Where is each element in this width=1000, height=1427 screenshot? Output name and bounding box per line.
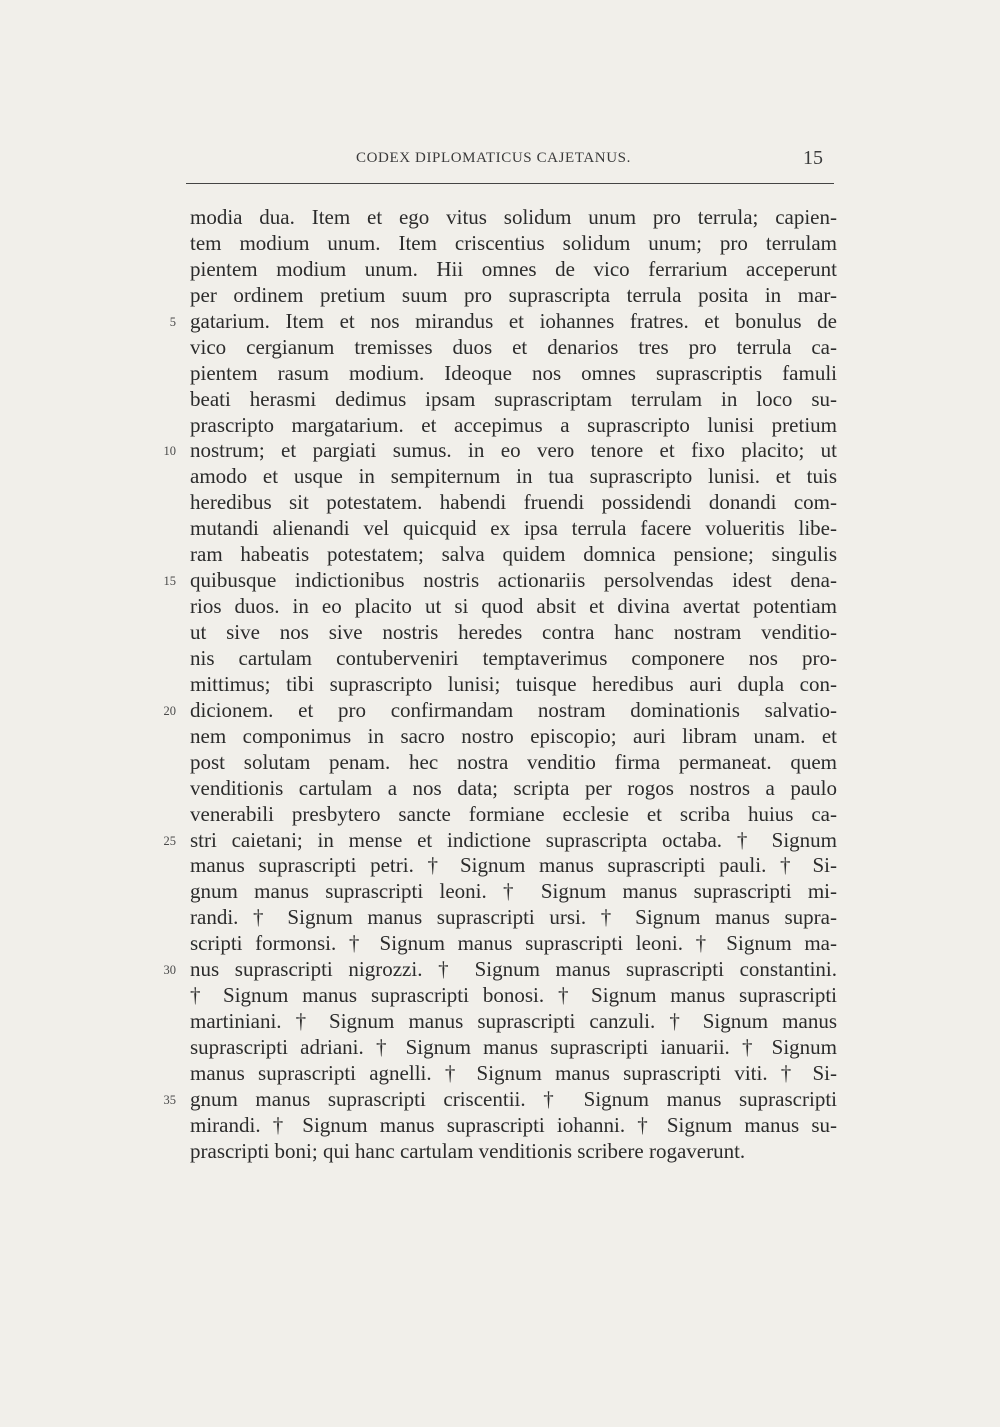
line-text: prascripto margatarium. et accepimus a suprascripto lunisi pretium — [190, 412, 837, 437]
text-line — [190, 672, 837, 698]
line-text: per ordinem pretium suum pro suprascripta terrula posita in mar- — [190, 282, 837, 307]
text-line — [190, 853, 837, 879]
text-line — [163, 697, 837, 724]
line-text: mittimus; tibi suprascripto lunisi; tuisque heredibus auri dupla con- — [190, 671, 837, 696]
text-line — [190, 490, 837, 516]
text-line — [169, 308, 837, 335]
text-line — [163, 438, 837, 464]
line-text: nostrum; et pargiati sumus. in eo vero tenore et fixo placito; ut — [190, 438, 837, 463]
line-text: randi. † Signum manus suprascripti ursi. † Signum manus supra- — [190, 905, 837, 930]
line-number: 15 — [163, 574, 176, 589]
text-line — [190, 464, 837, 490]
line-text: mutandi alienandi vel quicquid ex ipsa terrula facere volueritis libe- — [190, 516, 837, 541]
text-line — [190, 1139, 837, 1165]
text-line — [163, 827, 837, 854]
line-text: heredibus sit potestatem. habendi fruendi possidendi donandi com- — [190, 490, 837, 515]
line-number: 10 — [163, 444, 176, 459]
running-head — [0, 147, 1000, 174]
line-text: nem componimus in sacro nostro episcopio; auri libram unam. et — [190, 723, 837, 748]
text-line — [190, 646, 837, 672]
line-text: suprascripti adriani. † Signum manus suprascripti ianuarii. † Signum — [190, 1035, 837, 1059]
text-line — [190, 1035, 837, 1061]
text-line — [190, 724, 837, 750]
text-line — [163, 568, 837, 594]
line-text: scripti formonsi. † Signum manus suprascripti leoni. † Signum ma- — [190, 931, 837, 956]
line-number: 5 — [169, 314, 176, 329]
line-text: stri caietani; in mense et indictione suprascripta octaba. † Signum — [190, 827, 837, 852]
line-text: mirandi. † Signum manus suprascripti iohanni. † Signum manus su- — [190, 1112, 837, 1137]
line-text: prascripti boni; qui hanc cartulam venditionis scribere rogaverunt. — [190, 1138, 746, 1163]
text-line — [190, 361, 837, 387]
line-text: gnum manus suprascripti criscentii. † Signum manus suprascripti — [190, 1086, 837, 1111]
line-text: venerabili presbytero sancte formiane ecclesie et scriba huius ca- — [190, 801, 837, 826]
line-text: pientem rasum modium. Ideoque nos omnes suprascriptis famuli — [190, 360, 837, 385]
text-line — [190, 620, 837, 646]
text-line — [190, 283, 837, 309]
text-line — [190, 879, 837, 905]
line-text: rios duos. in eo placito ut si quod absit et divina avertat potentiam — [190, 594, 837, 619]
text-line — [190, 257, 837, 283]
header-rule — [186, 183, 834, 184]
text-line — [190, 335, 837, 361]
line-text: gnum manus suprascripti leoni. † Signum manus suprascripti mi- — [190, 879, 837, 904]
text-line — [190, 905, 837, 931]
line-text: ut sive nos sive nostris heredes contra hanc nostram venditio- — [190, 620, 837, 644]
text-line — [190, 387, 837, 413]
line-text: dicionem. et pro confirmandam nostram dominationis salvatio- — [190, 697, 837, 722]
line-number: 25 — [163, 833, 176, 848]
line-text: pientem modium unum. Hii omnes de vico ferrarium acceperunt — [190, 256, 837, 281]
body-text — [163, 205, 837, 1165]
line-text: beati herasmi dedimus ipsam suprascriptam terrulam in loco su- — [190, 386, 837, 411]
line-text: manus suprascripti petri. † Signum manus suprascripti pauli. † Si- — [190, 853, 837, 878]
line-text: gatarium. Item et nos mirandus et iohannes fratres. et bonulus de — [190, 308, 837, 333]
running-title: CODEX DIPLOMATICUS CAJETANUS. — [356, 150, 631, 166]
line-text: amodo et usque in sempiternum in tua suprascripto lunisi. et tuis — [190, 464, 837, 489]
line-text: manus suprascripti agnelli. † Signum manus suprascripti viti. † Si- — [190, 1060, 837, 1085]
line-number: 35 — [163, 1092, 176, 1107]
line-text: martiniani. † Signum manus suprascripti canzuli. † Signum manus — [190, 1009, 837, 1034]
text-line — [190, 776, 837, 802]
text-line — [163, 1086, 837, 1113]
text-line — [190, 1009, 837, 1035]
text-line — [190, 205, 837, 231]
text-line — [190, 231, 837, 257]
line-text: quibusque indictionibus nostris actionariis persolvendas idest dena- — [190, 568, 837, 593]
text-line — [190, 983, 837, 1009]
line-text: ram habeatis potestatem; salva quidem domnica pensione; singulis — [190, 542, 837, 567]
line-text: venditionis cartulam a nos data; scripta per rogos nostros a paulo — [190, 775, 837, 800]
page-number: 15 — [803, 147, 823, 169]
line-text: vico cergianum tremisses duos et denarios tres pro terrula ca- — [190, 334, 837, 359]
text-line — [190, 802, 837, 828]
line-text: nis cartulam contuberveniri temptaverimus componere nos pro- — [190, 645, 837, 670]
line-text: tem modium unum. Item criscentius solidum unum; pro terrulam — [190, 230, 837, 255]
line-text: nus suprascripti nigrozzi. † Signum manus suprascripti constantini. — [190, 957, 837, 982]
line-number: 20 — [163, 703, 176, 718]
text-line — [190, 750, 837, 776]
text-line — [190, 1061, 837, 1087]
text-line — [190, 1113, 837, 1139]
text-line — [190, 542, 837, 568]
line-text: † Signum manus suprascripti bonosi. † Signum manus suprascripti — [190, 983, 837, 1008]
text-line — [190, 594, 837, 620]
line-text: post solutam penam. hec nostra venditio firma permaneat. quem — [190, 749, 837, 774]
text-line — [190, 516, 837, 542]
line-text: modia dua. Item et ego vitus solidum unum pro terrula; capien- — [190, 205, 837, 229]
line-number: 30 — [163, 963, 176, 978]
text-line — [163, 957, 837, 983]
text-line — [190, 413, 837, 439]
text-line — [190, 931, 837, 957]
